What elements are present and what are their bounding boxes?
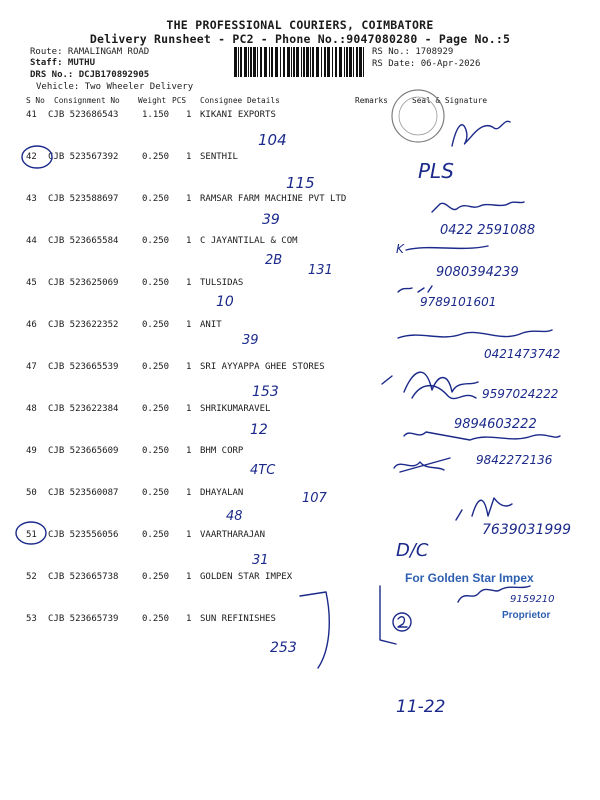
row-pcs: 1 (186, 614, 192, 624)
row-consignment: CJB 523665584 (48, 236, 119, 246)
row-sno: 41 (26, 110, 37, 120)
mark-count: 11-22 (396, 697, 446, 717)
circular-seal-mark (392, 90, 444, 142)
phone-51: 7639031999 (482, 522, 572, 538)
stamp-role: Proprietor (502, 610, 551, 621)
signature-46 (398, 330, 552, 338)
row-sno: 48 (26, 404, 37, 414)
runsheet-subtitle: Delivery Runsheet - PC2 - Phone No.:9047080280 - Page No.:5 (89, 32, 511, 46)
signature-47 (382, 372, 478, 392)
row-consignee: BHM CORP (200, 446, 244, 456)
col-remarks: Remarks (355, 96, 388, 105)
row-pcs: 1 (186, 362, 192, 372)
row-consignee: SRI AYYAPPA GHEE STORES (200, 362, 325, 372)
staff-label: Staff: MUTHU (30, 58, 96, 68)
row-consignee: GOLDEN STAR IMPEX (200, 572, 293, 582)
row-sno: 44 (26, 236, 37, 246)
row-weight: 0.250 (142, 404, 170, 414)
col-sno: S No (26, 96, 45, 105)
row-consignee: VAARTHARAJAN (200, 530, 266, 540)
row-sno: 53 (26, 614, 37, 624)
company-title: THE PROFESSIONAL COURIERS, COIMBATORE (166, 18, 434, 32)
row-pcs: 1 (186, 236, 192, 246)
row-weight: 0.250 (142, 236, 170, 246)
door-no-53: 253 (270, 640, 297, 656)
door-no-44: 2B (265, 253, 283, 268)
drs-number: DRS No.: DCJB170892905 (30, 70, 150, 80)
row-consignment: CJB 523556056 (48, 530, 119, 540)
note-44: K (396, 242, 404, 256)
signature-50 (394, 458, 450, 472)
row-weight: 0.250 (142, 362, 170, 372)
vehicle-label: Vehicle: Two Wheeler Delivery (36, 82, 194, 92)
row-sno: 47 (26, 362, 37, 372)
row-weight: 0.250 (142, 614, 170, 624)
row-sno: 45 (26, 278, 37, 288)
signature-45 (398, 286, 432, 292)
row-consignment: CJB 523665739 (48, 614, 119, 624)
door-no-42: 115 (286, 174, 315, 192)
mark-pls: PLS (418, 159, 454, 183)
row-pcs: 1 (186, 320, 192, 330)
row-consignment: CJB 523560087 (48, 488, 119, 498)
circle-mark-42 (22, 146, 52, 168)
row-weight: 1.150 (142, 110, 170, 120)
signature-51 (456, 498, 512, 520)
col-consignee: Consignee Details (200, 96, 280, 105)
signature-43 (432, 202, 524, 212)
row-pcs: 1 (186, 194, 192, 204)
door-no-48: 12 (250, 422, 268, 438)
row-sno: 42 (26, 152, 37, 162)
row-pcs: 1 (186, 572, 192, 582)
row-pcs: 1 (186, 278, 192, 288)
row-consignee: SHRIKUMARAVEL (200, 404, 271, 414)
row-consignee: RAMSAR FARM MACHINE PVT LTD (200, 194, 347, 204)
door-no-45: 10 (216, 294, 234, 310)
row-pcs: 1 (186, 152, 192, 162)
row-sno: 49 (26, 446, 37, 456)
door-no-49: 4TC (250, 463, 276, 478)
row-consignment: CJB 523622384 (48, 404, 119, 414)
col-pcs: PCS (172, 96, 187, 105)
bracket-stroke-2 (380, 586, 396, 644)
row-pcs: 1 (186, 110, 192, 120)
row-sno: 43 (26, 194, 37, 204)
row-consignee: SUN REFINISHES (200, 614, 276, 624)
col-consignment: Consignment No (54, 96, 120, 105)
door-no-43: 39 (262, 212, 280, 228)
row-consignee: ANIT (200, 320, 222, 330)
door-no-47: 153 (252, 384, 279, 400)
row-sno: 51 (26, 530, 37, 540)
row-consignee: KIKANI EXPORTS (200, 110, 276, 120)
phone-49: 9842272136 (476, 453, 553, 467)
row-consignment: CJB 523665609 (48, 446, 119, 456)
circle-mark-51 (16, 522, 46, 544)
row-consignee: C JAYANTILAL & COM (200, 236, 298, 246)
circled-two (393, 613, 411, 631)
row-weight: 0.250 (142, 278, 170, 288)
phone-52: 9159210 (510, 594, 555, 605)
row-weight: 0.250 (142, 530, 170, 540)
mark-dc: D/C (396, 540, 429, 561)
col-weight: Weight (138, 96, 167, 105)
phone-44: 9080394239 (436, 265, 519, 280)
company-stamp: For Golden Star Impex (405, 571, 534, 585)
door-no-50: 107 (302, 491, 327, 506)
row-weight: 0.250 (142, 152, 170, 162)
phone-46: 0421473742 (484, 347, 561, 361)
bracket-stroke (300, 592, 329, 668)
door-no-51: 48 (226, 509, 243, 524)
row-pcs: 1 (186, 446, 192, 456)
row-consignment: CJB 523625069 (48, 278, 119, 288)
signature-41 (452, 121, 510, 146)
route-label: Route: RAMALINGAM ROAD (30, 47, 150, 57)
row-sno: 52 (26, 572, 37, 582)
signature-48 (412, 386, 476, 399)
row-weight: 0.250 (142, 446, 170, 456)
rs-number: RS No.: 1708929 (372, 47, 454, 57)
row-weight: 0.250 (142, 488, 170, 498)
row-pcs: 1 (186, 488, 192, 498)
door-no-52: 31 (252, 553, 269, 568)
row-sno: 46 (26, 320, 37, 330)
row-consignee: DHAYALAN (200, 488, 244, 498)
door-no-41: 104 (258, 131, 287, 149)
rs-date: RS Date: 06-Apr-2026 (372, 59, 481, 69)
col-seal: Seal & Signature (412, 96, 488, 105)
signature-49 (404, 432, 560, 440)
row-consignment: CJB 523665539 (48, 362, 119, 372)
phone-43: 0422 2591088 (440, 223, 536, 238)
row-consignment: CJB 523665738 (48, 572, 119, 582)
row-consignee: TULSIDAS (200, 278, 244, 288)
door-no-44b: 131 (308, 263, 333, 278)
row-consignee: SENTHIL (200, 152, 238, 162)
row-sno: 50 (26, 488, 37, 498)
row-weight: 0.250 (142, 194, 170, 204)
phone-48: 9894603222 (454, 417, 537, 432)
door-no-46: 39 (242, 333, 259, 348)
row-pcs: 1 (186, 530, 192, 540)
row-consignment: CJB 523686543 (48, 110, 119, 120)
phone-47: 9597024222 (482, 387, 559, 401)
row-weight: 0.250 (142, 320, 170, 330)
phone-45: 9789101601 (420, 295, 497, 309)
row-consignment: CJB 523567392 (48, 152, 119, 162)
row-weight: 0.250 (142, 572, 170, 582)
row-consignment: CJB 523622352 (48, 320, 119, 330)
row-consignment: CJB 523588697 (48, 194, 119, 204)
row-pcs: 1 (186, 404, 192, 414)
